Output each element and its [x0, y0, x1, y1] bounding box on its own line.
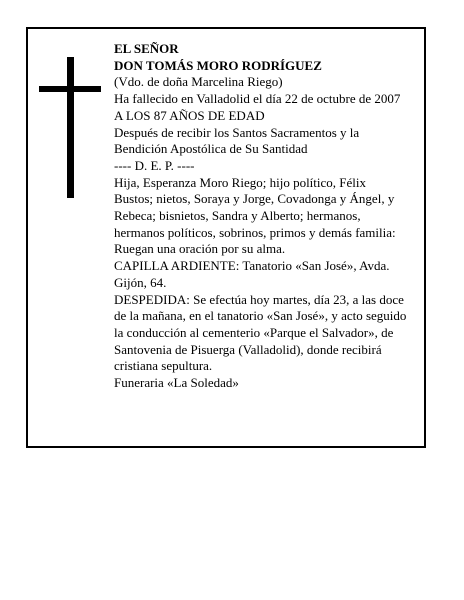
family-line-2: Bustos; nietos, Soraya y Jorge, Covadonga y Ángel, y	[114, 191, 395, 207]
rip-line: ---- D. E. P. ----	[114, 157, 195, 173]
sacraments-line-2: Bendición Apostólica de Su Santidad	[114, 141, 308, 157]
funeral-home: Funeraria «La Soledad»	[114, 375, 239, 391]
deceased-title: EL SEÑOR	[114, 41, 179, 56]
age-line: A LOS 87 AÑOS DE EDAD	[114, 107, 265, 123]
farewell-line-2: de la mañana, en el tanatorio «San José», y acto seguido	[114, 308, 407, 324]
obituary-notice	[26, 27, 426, 448]
obituary-text	[114, 41, 418, 392]
widower-note: (Vdo. de doña Marcelina Riego)	[114, 74, 283, 90]
family-line-4: hermanos políticos, sobrinos, primos y demás familia:	[114, 224, 396, 240]
deceased-name: DON TOMÁS MORO RODRÍGUEZ	[114, 57, 322, 73]
cross-horizontal-bar	[39, 86, 101, 92]
family-line-3: Rebeca; bisnietos, Sandra y Alberto; hermanos,	[114, 208, 361, 224]
sacraments-line-1: Después de recibir los Santos Sacramentos y la	[114, 124, 360, 140]
cross-vertical-bar	[67, 57, 74, 198]
farewell-line-3: la conducción al cementerio «Parque el Salvador», de	[114, 324, 394, 340]
family-line-1: Hija, Esperanza Moro Riego; hijo político, Félix	[114, 174, 367, 190]
wake-line-1: CAPILLA ARDIENTE: Tanatorio «San José», Avda.	[114, 258, 390, 274]
farewell-line-1: DESPEDIDA: Se efectúa hoy martes, día 23, a las doce	[114, 291, 404, 307]
wake-line-2: Gijón, 64.	[114, 274, 167, 290]
farewell-line-4: Santovenia de Pisuerga (Valladolid), donde recibirá	[114, 341, 382, 357]
farewell-line-5: cristiana sepultura.	[114, 358, 213, 374]
prayer-request: Ruegan una oración por su alma.	[114, 241, 286, 257]
death-statement: Ha fallecido en Valladolid el día 22 de octubre de 2007	[114, 91, 401, 107]
